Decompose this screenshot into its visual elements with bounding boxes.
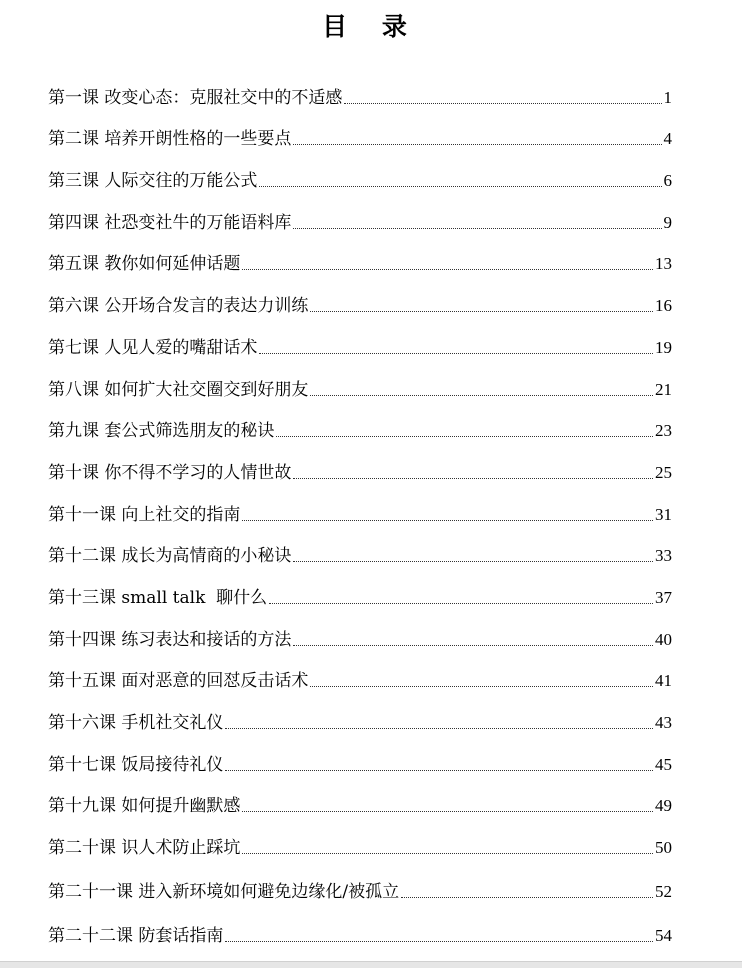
toc-entry-4[interactable] [48, 199, 672, 241]
dot-leader [242, 811, 653, 812]
toc-entry-label: 第六课 公开场合发言的表达力训练 [48, 296, 309, 317]
toc-entry-page: 49 [655, 796, 672, 816]
toc-entry-label: 第十九课 如何提升幽默感 [48, 796, 241, 817]
toc-entry-label: 第十三课 small talk 聊什么 [48, 587, 268, 608]
dot-leader [401, 897, 653, 898]
toc-entry-13[interactable] [48, 574, 672, 616]
toc-entry-page: 25 [655, 462, 672, 482]
toc-entry-label: 第三课 人际交往的万能公式 [48, 171, 258, 192]
toc-entry-page: 6 [663, 171, 672, 191]
dot-leader [293, 228, 661, 229]
toc-entry-label: 第十二课 成长为高情商的小秘诀 [48, 546, 292, 567]
toc-entry-label: 第十七课 饭局接待礼仪 [48, 754, 224, 775]
toc-entry-page: 9 [663, 212, 672, 232]
toc-entry-9[interactable] [48, 408, 672, 450]
dot-leader [344, 103, 661, 104]
toc-entry-label: 第九课 套公式筛选朋友的秘诀 [48, 421, 275, 442]
toc-entry-label: 第二十二课 防套话指南 [48, 926, 224, 947]
toc-entry-label: 第十四课 练习表达和接话的方法 [48, 629, 292, 650]
toc-entry-1[interactable] [48, 74, 672, 116]
dot-leader [310, 686, 653, 687]
toc-entry-label: 第四课 社恐变社牛的万能语料库 [48, 212, 292, 233]
toc-entry-12[interactable] [48, 533, 672, 575]
toc-entry-page: 4 [663, 129, 672, 149]
toc-entry-3[interactable] [48, 157, 672, 199]
toc-entry-label: 第十课 你不得不学习的人情世故 [48, 462, 292, 483]
toc-entry-label: 第十五课 面对恶意的回怼反击话术 [48, 671, 309, 692]
dot-leader [293, 144, 661, 145]
dot-leader [259, 186, 661, 187]
toc-entry-page: 52 [655, 882, 672, 902]
toc-entry-15[interactable] [48, 658, 672, 700]
dot-leader [259, 353, 653, 354]
toc-entry-7[interactable] [48, 324, 672, 366]
toc-entry-page: 40 [655, 629, 672, 649]
toc-entry-label: 第八课 如何扩大社交圈交到好朋友 [48, 379, 309, 400]
dot-leader [293, 478, 653, 479]
toc-entry-label: 第二十一课 进入新环境如何避免边缘化/被孤立 [48, 882, 400, 903]
toc-entry-page: 16 [655, 296, 672, 316]
dot-leader [276, 436, 653, 437]
toc-entry-page: 43 [655, 713, 672, 732]
page-title: 目 录 [322, 12, 420, 41]
toc-entry-label: 第十一课 向上社交的指南 [48, 504, 241, 525]
toc-entry-page: 33 [655, 546, 672, 566]
dot-leader [225, 728, 653, 729]
toc-entry-label: 第五课 教你如何延伸话题 [48, 254, 241, 275]
dot-leader [310, 311, 653, 312]
dot-leader [242, 853, 653, 854]
toc-entry-18[interactable] [48, 783, 672, 825]
dot-leader [293, 645, 653, 646]
toc-entry-5[interactable] [48, 241, 672, 283]
toc-entry-label: 第二课 培养开朗性格的一些要点 [48, 129, 292, 150]
toc-entry-page: 13 [655, 254, 672, 274]
page-bottom-edge [0, 961, 742, 968]
toc-entry-14[interactable] [48, 616, 672, 658]
toc-entry-17[interactable] [48, 741, 672, 783]
toc-entry-20[interactable] [48, 866, 672, 910]
toc-entry-label: 第一课 改变心态：克服社交中的不适感 [48, 87, 343, 108]
toc-entry-page: 50 [655, 838, 672, 858]
toc-entry-16[interactable] [48, 699, 672, 741]
toc-entry-21[interactable] [48, 910, 672, 954]
dot-leader [293, 561, 653, 562]
toc-entry-page: 19 [655, 337, 672, 357]
toc-entry-10[interactable] [48, 449, 672, 491]
dot-leader [242, 269, 653, 270]
dot-leader [242, 520, 653, 521]
toc-entry-19[interactable] [48, 824, 672, 866]
toc-entry-page: 23 [655, 421, 672, 441]
toc-entry-11[interactable] [48, 491, 672, 533]
table-of-contents [48, 74, 672, 954]
toc-entry-label: 第七课 人见人爱的嘴甜话术 [48, 337, 258, 358]
toc-entry-page: 1 [663, 87, 672, 107]
toc-entry-page: 54 [655, 926, 672, 946]
dot-leader [225, 770, 653, 771]
toc-entry-page: 45 [655, 754, 672, 774]
dot-leader [310, 395, 653, 396]
toc-entry-page: 41 [655, 671, 672, 691]
toc-entry-page: 21 [655, 379, 672, 399]
toc-entry-label: 第十六课 手机社交礼仪 [48, 713, 224, 733]
toc-entry-page: 37 [655, 587, 672, 607]
dot-leader [269, 603, 653, 604]
toc-entry-page: 31 [655, 504, 672, 524]
toc-entry-8[interactable] [48, 366, 672, 408]
dot-leader [225, 941, 653, 942]
toc-entry-label: 第二十课 识人术防止踩坑 [48, 838, 241, 859]
toc-entry-6[interactable] [48, 282, 672, 324]
toc-entry-2[interactable] [48, 116, 672, 158]
